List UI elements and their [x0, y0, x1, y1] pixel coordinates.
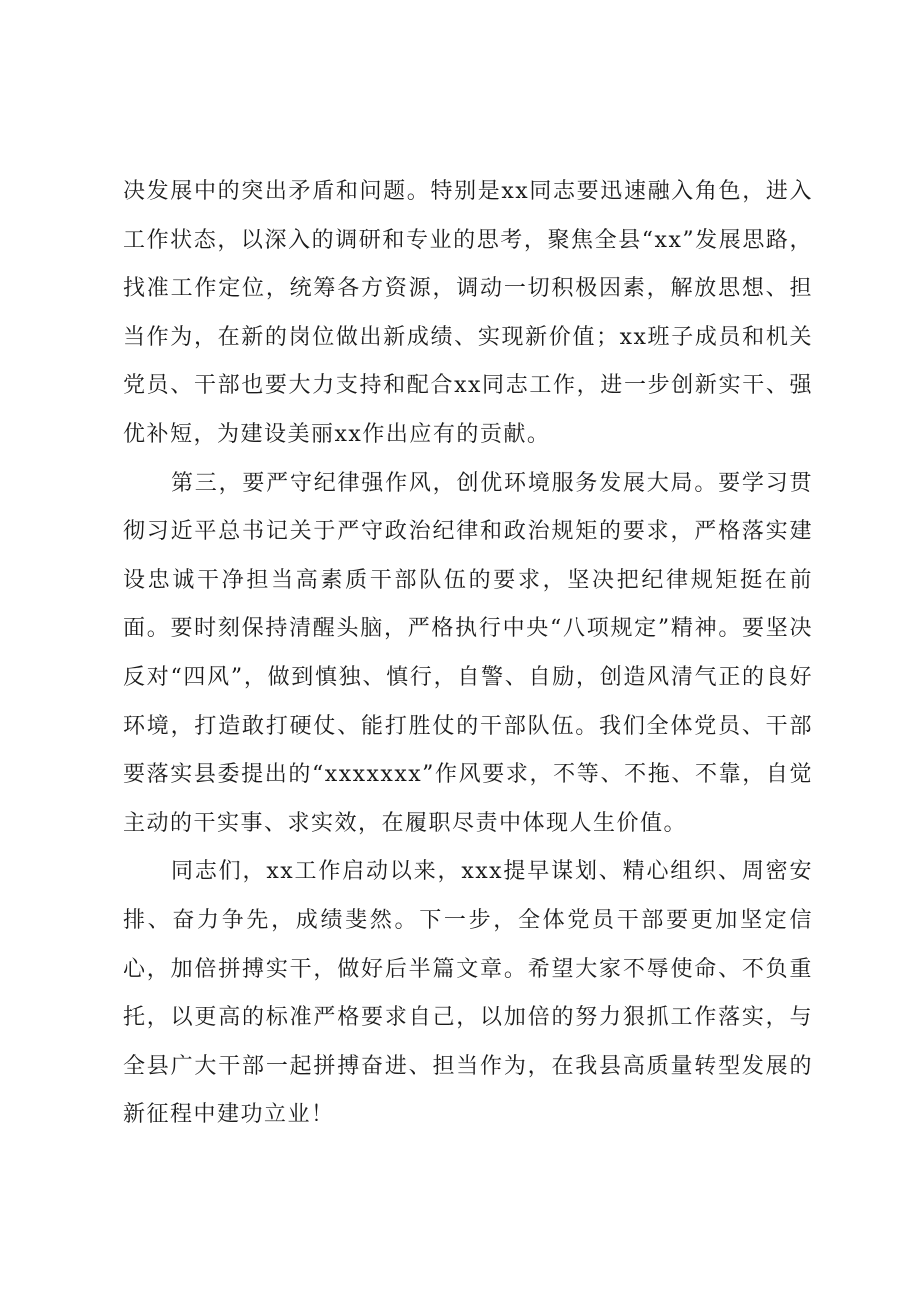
- paragraph-discipline: 第三，要严守纪律强作风，创优环境服务发展大局。要学习贯彻习近平总书记关于严守政治纪律和政治规矩的要求，严格落实建设忠诚干净担当高素质干部队伍的要求，坚决把纪律规矩挺在前面。要时刻保持清醒头脑，严格执行中央“八项规定”精神。要坚决反对“四风”，做到慎独、慎行，自警、自励，创造风清气正的良好环境，打造敢打硬仗、能打胜仗的干部队伍。我们全体党员、干部要落实县委提出的“xxxxxxx”作风要求，不等、不拖、不靠，自觉主动的干实事、求实效，在履职尽责中体现人生价值。: [123, 470, 813, 836]
- paragraph-closing: 同志们，xx工作启动以来，xxx提早谋划、精心组织、周密安排、奋力争先，成绩斐然。下一步，全体党员干部要更加坚定信心，加倍拼搏实干，做好后半篇文章。希望大家不辱使命、不负重托，以更高的标准严格要求自己，以加倍的努力狠抓工作落实，与全县广大干部一起拼搏奋进、担当作为，在我县高质量转型发展的新征程中建功立业！: [123, 859, 813, 1128]
- document-body: [123, 168, 813, 1140]
- paragraph-continuation: 决发展中的突出矛盾和问题。特别是xx同志要迅速融入角色，进入工作状态，以深入的调研和专业的思考，聚焦全县“xx”发展思路，找准工作定位，统筹各方资源，调动一切积极因素，解放思想、担当作为，在新的岗位做出新成绩、实现新价值；xx班子成员和机关党员、干部也要大力支持和配合xx同志工作，进一步创新实干、强优补短，为建设美丽xx作出应有的贡献。: [123, 179, 813, 447]
